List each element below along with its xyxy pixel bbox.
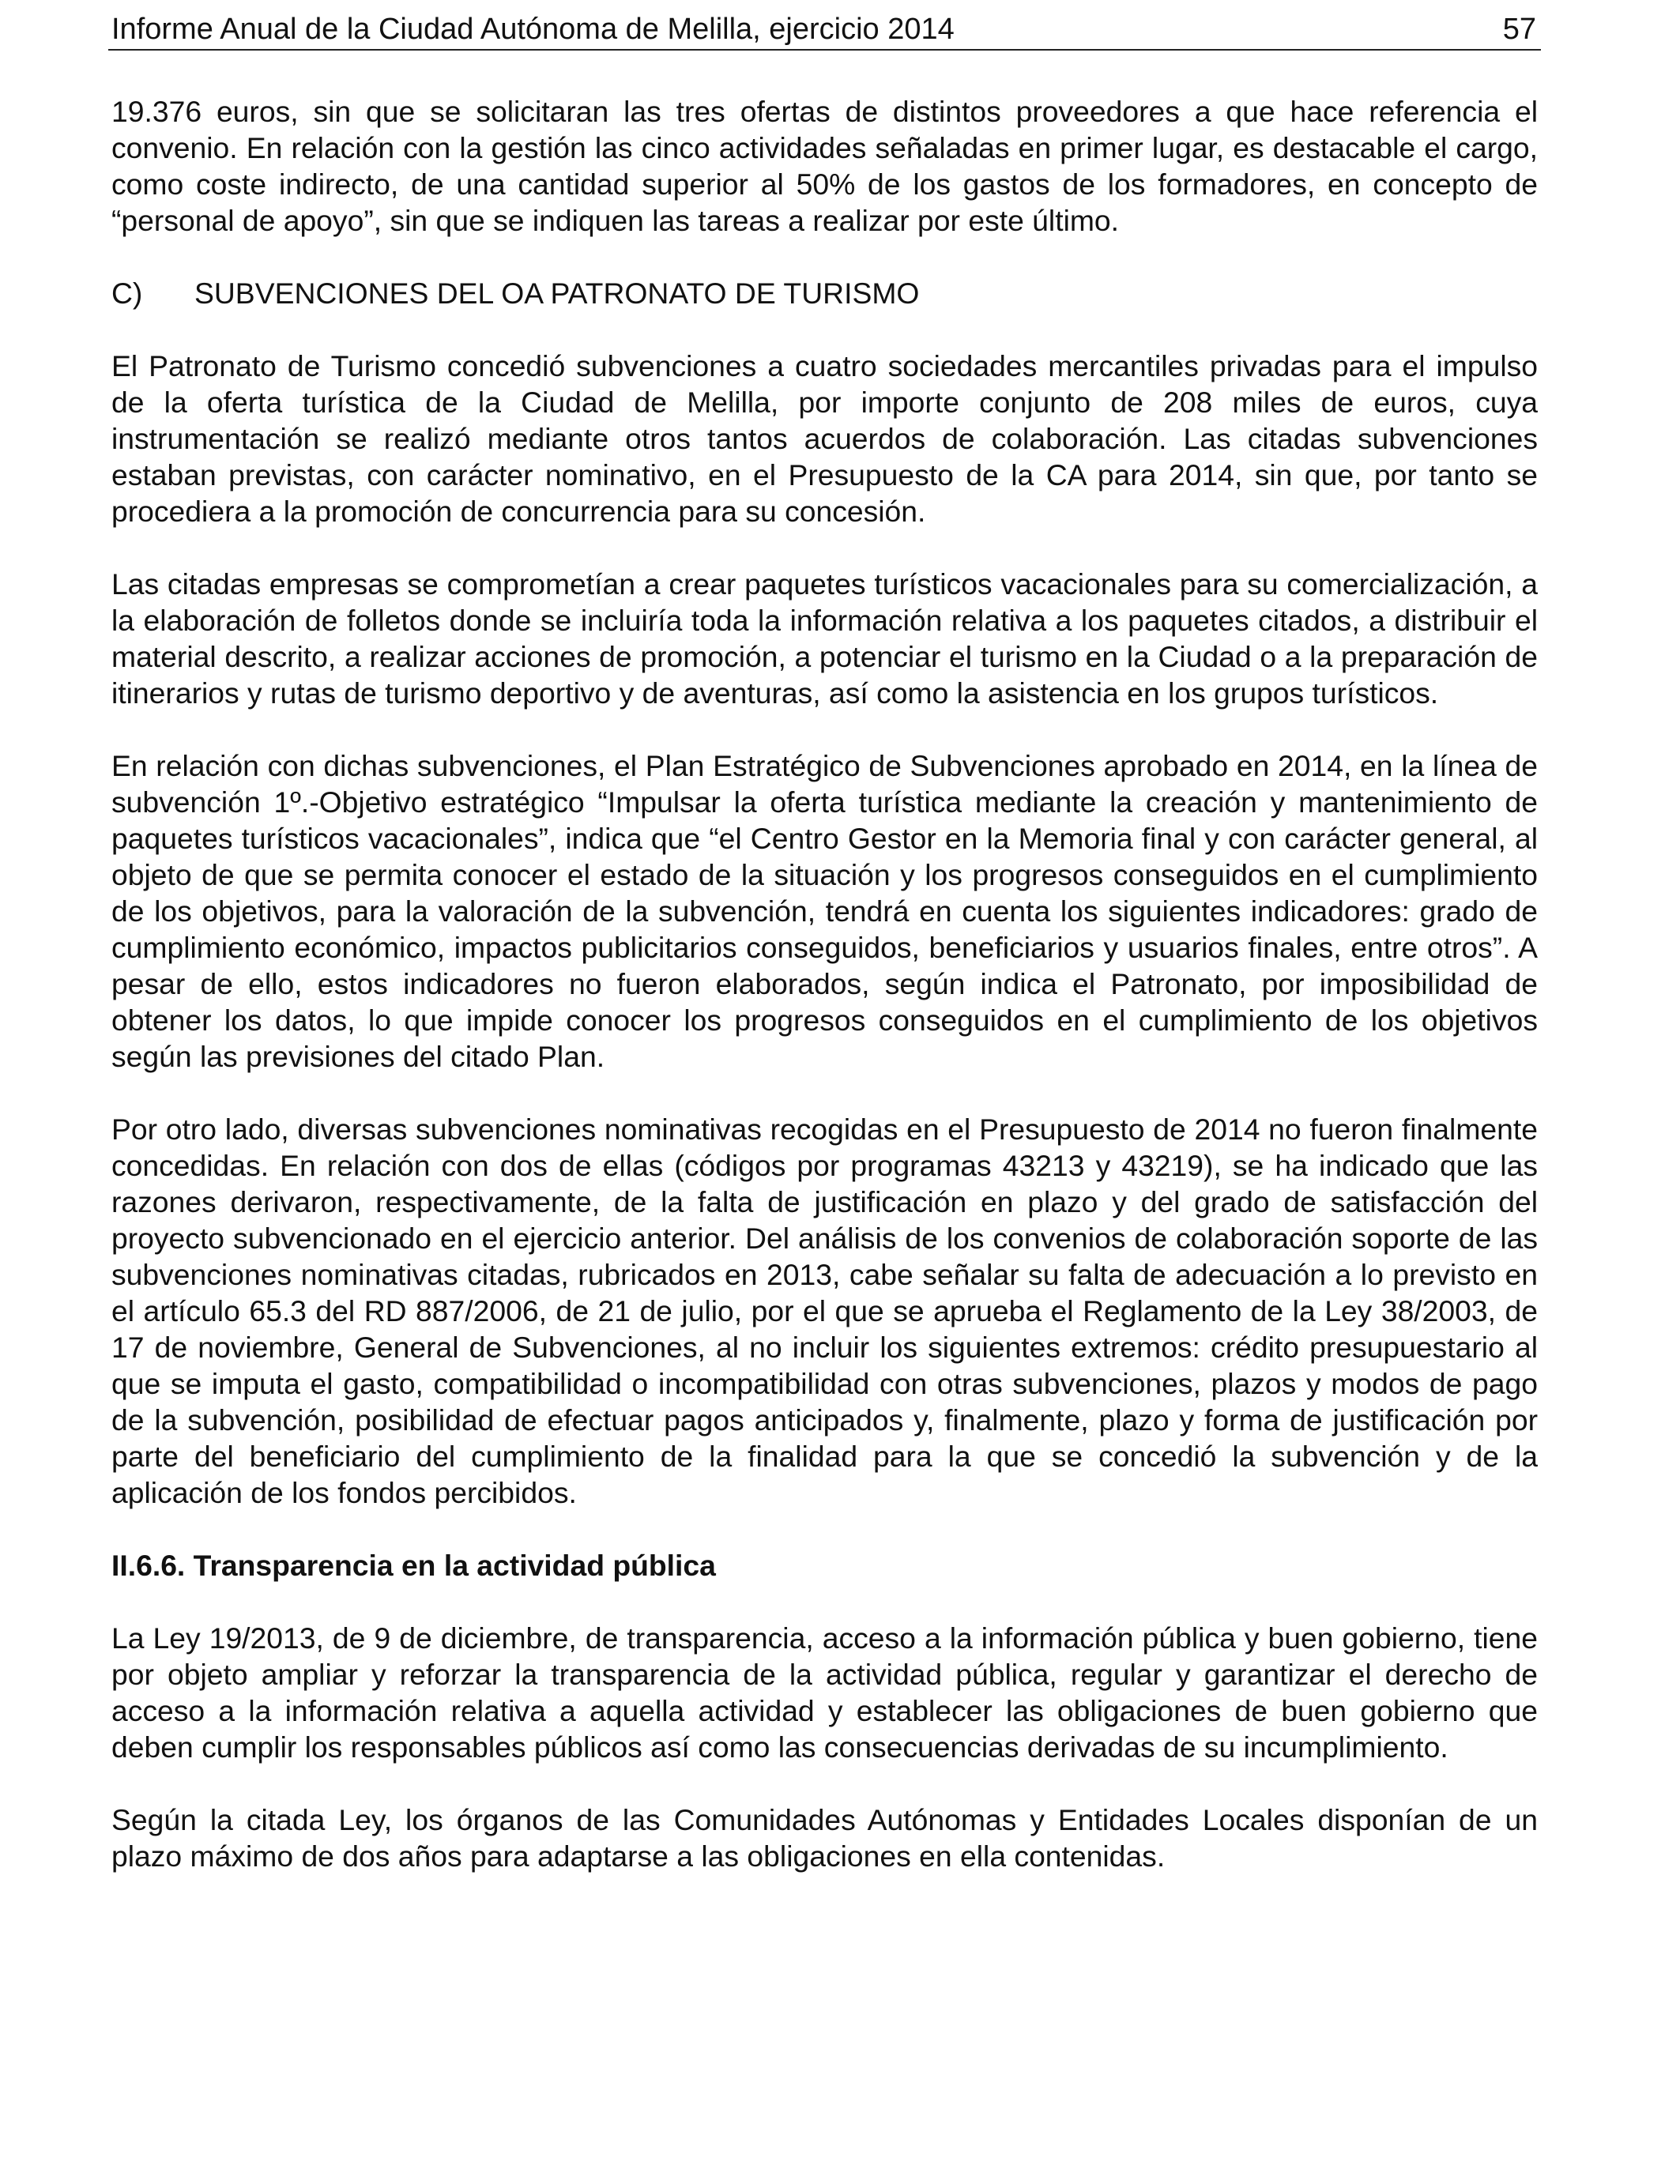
paragraph-2: El Patronato de Turismo concedió subvenciones a cuatro sociedades mercantiles privadas para el impulso de la oferta turística de la Ciudad de Melilla, por importe conjunto de 208 miles de euros, cuya instrumentación se realizó mediante otros tantos acuerdos de colaboración. Las citadas subvenciones estaban previstas, con carácter nominativo, en el Presupuesto de la CA para 2014, sin que, por tanto se procediera a la promoción de concurrencia para su concesión. (111, 349, 1538, 528)
document-body (111, 93, 1538, 1874)
page-number: 57 (1502, 13, 1536, 46)
paragraph-5: Por otro lado, diversas subvenciones nominativas recogidas en el Presupuesto de 2014 no fueron finalmente concedidas. En relación con dos de ellas (códigos por programas 43213 y 43219), se ha indicado que las razones derivaron, respectivamente, de la falta de justificación en plazo y del grado de satisfacción del proyecto subvencionado en el ejercicio anterior. Del análisis de los convenios de colaboración soporte de las subvenciones nominativas citadas, rubricados en 2013, cabe señalar su falta de adecuación a lo previsto en el artículo 65.3 del RD 887/2006, de 21 de julio, por el que se aprueba el Reglamento de la Ley 38/2003, de 17 de noviembre, General de Subvenciones, al no incluir los siguientes extremos: crédito presupuestario al que se imputa el gasto, compatibilidad o incompatibilidad con otras subvenciones, plazos y modos de pago de la subvención, posibilidad de efectuar pagos anticipados y, finalmente, plazo y forma de justificación por parte del beneficiario del cumplimiento de la finalidad para la que se concedió la subvención y de la aplicación de los fondos percibidos. (111, 1113, 1538, 1509)
paragraph-3: Las citadas empresas se comprometían a crear paquetes turísticos vacacionales para su comercialización, a la elaboración de folletos donde se incluiría toda la información relativa a los paquetes citados, a distribuir el material descrito, a realizar acciones de promoción, a potenciar el turismo en la Ciudad o a la preparación de itinerarios y rutas de turismo deportivo y de aventuras, así como la asistencia en los grupos turísticos. (111, 567, 1538, 710)
paragraph-1: 19.376 euros, sin que se solicitaran las tres ofertas de distintos proveedores a que hace referencia el convenio. En relación con la gestión las cinco actividades señaladas en primer lugar, es destacable el cargo, como coste indirecto, de una cantidad superior al 50% de los gastos de los formadores, en concepto de “personal de apoyo”, sin que se indiquen las tareas a realizar por este último. (111, 95, 1538, 237)
paragraph-6: La Ley 19/2013, de 9 de diciembre, de transparencia, acceso a la información pública y buen gobierno, tiene por objeto ampliar y reforzar la transparencia de la actividad pública, regular y garantizar el derecho de acceso a la información relativa a aquella actividad y establecer las obligaciones de buen gobierno que deben cumplir los responsables públicos así como las consecuencias derivadas de su incumplimiento. (111, 1621, 1538, 1764)
section-subheading: II.6.6. Transparencia en la actividad pública (111, 1549, 716, 1582)
paragraph-4: En relación con dichas subvenciones, el Plan Estratégico de Subvenciones aprobado en 2014, en la línea de subvención 1º.-Objetivo estratégico “Impulsar la oferta turística mediante la creación y mantenimiento de paquetes turísticos vacacionales”, indica que “el Centro Gestor en la Memoria final y con carácter general, al objeto de que se permita conocer el estado de la situación y los progresos conseguidos en el cumplimiento de los objetivos, para la valoración de la subvención, tendrá en cuenta los siguientes indicadores: grado de cumplimiento económico, impactos publicitarios conseguidos, beneficiarios y usuarios finales, entre otros”. A pesar de ello, estos indicadores no fueron elaborados, según indica el Patronato, por imposibilidad de obtener los datos, lo que impide conocer los progresos conseguidos en el cumplimiento de los objetivos según las previsiones del citado Plan. (111, 749, 1538, 1073)
section-c-title: SUBVENCIONES DEL OA PATRONATO DE TURISMO (194, 277, 920, 310)
page-header (108, 11, 1541, 51)
section-c-heading (111, 275, 1538, 311)
header-title: Informe Anual de la Ciudad Autónoma de Melilla, ejercicio 2014 (111, 13, 955, 46)
section-c-letter: C) (111, 277, 143, 310)
paragraph-7: Según la citada Ley, los órganos de las Comunidades Autónomas y Entidades Locales disponían de un plazo máximo de dos años para adaptarse a las obligaciones en ella contenidas. (111, 1803, 1538, 1873)
